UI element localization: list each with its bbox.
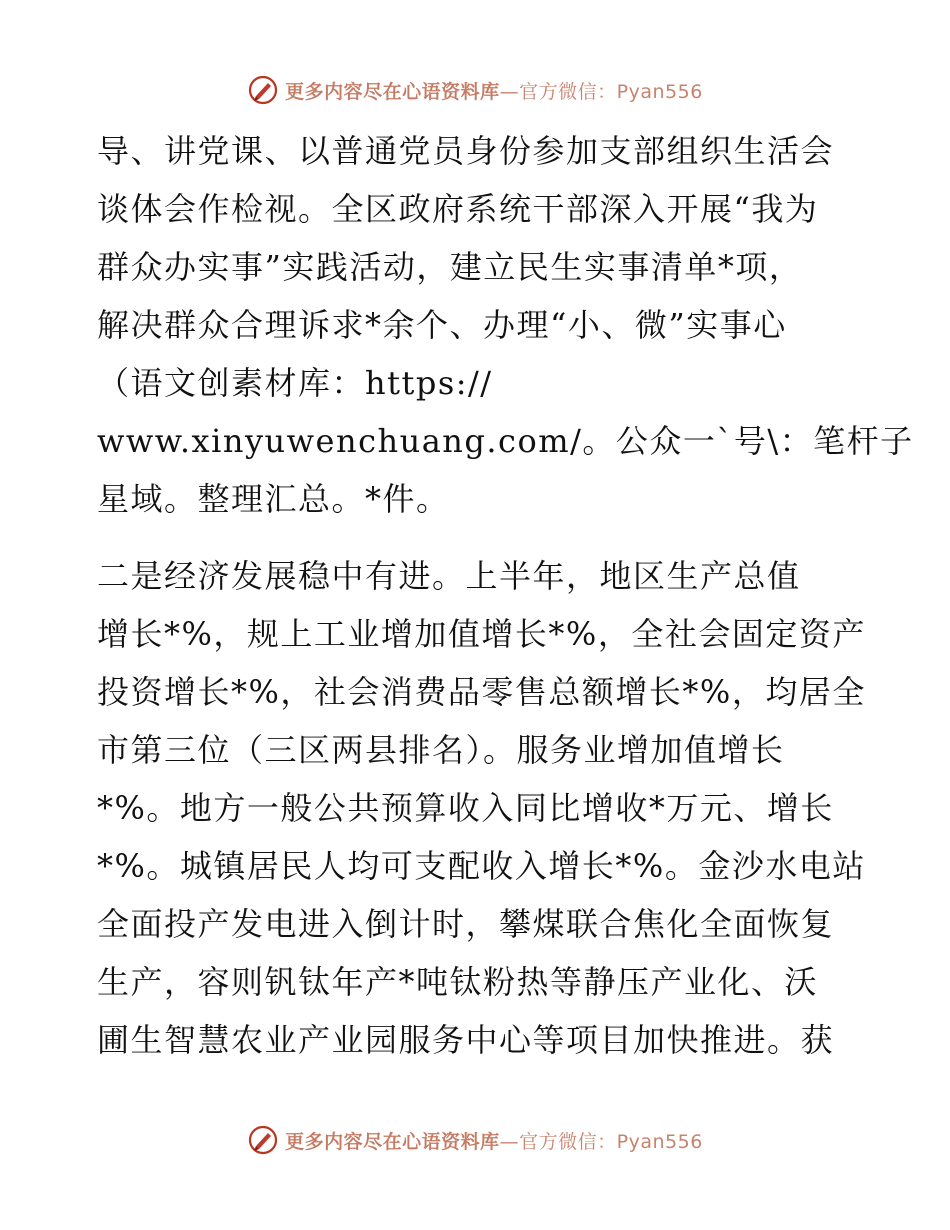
header-banner-title: 更多内容尽在心语资料库	[285, 80, 500, 103]
header-banner	[0, 70, 950, 110]
header-banner-text	[285, 77, 703, 104]
text-line: （语文创素材库：https://	[97, 364, 493, 402]
text-line: 市第三位（三区两县排名）。服务业增加值增长	[97, 731, 785, 769]
header-banner-wechat: —官方微信：Pyan556	[499, 80, 703, 103]
footer-banner-text	[285, 1127, 703, 1154]
text-line: 星域。整理汇总。*件。	[97, 480, 450, 518]
pen-logo-icon	[247, 74, 279, 106]
text-line: 解决群众合理诉求*余个、办理“小、微”实事心	[97, 306, 787, 344]
text-line: 谈体会作检视。全区政府系统干部深入开展“我为	[97, 190, 819, 228]
text-line: www.xinyuwenchuang.com/。公众一`号\：笔杆子	[97, 422, 914, 460]
document-body	[97, 122, 914, 1069]
text-line: 生产，容则钒钛年产*吨钛粉热等静压产业化、沃	[97, 963, 819, 1001]
footer-banner-title: 更多内容尽在心语资料库	[285, 1130, 500, 1153]
pen-logo-icon	[247, 1124, 279, 1156]
text-line: 全面投产发电进入倒计时，攀煤联合焦化全面恢复	[97, 905, 835, 943]
footer-banner-wechat: —官方微信：Pyan556	[499, 1130, 703, 1153]
text-line: 投资增长*%，社会消费品零售总额增长*%，均居全	[97, 673, 866, 711]
text-line: *%。地方一般公共预算收入同比增收*万元、增长	[97, 789, 834, 827]
text-line: 群众办实事”实践活动，建立民生实事清单*项，	[97, 248, 803, 286]
text-line: *%。城镇居民人均可支配收入增长*%。金沙水电站	[97, 847, 866, 885]
paragraph-heading-line: 二是经济发展稳中有进。上半年，地区生产总值	[97, 557, 801, 595]
text-line: 圃生智慧农业产业园服务中心等项目加快推进。获	[97, 1021, 835, 1059]
footer-banner	[0, 1120, 950, 1160]
text-line: 导、讲党课、以普通党员身份参加支部组织生活会	[97, 132, 835, 170]
text-line: 增长*%，规上工业增加值增长*%，全社会固定资产	[97, 615, 866, 653]
